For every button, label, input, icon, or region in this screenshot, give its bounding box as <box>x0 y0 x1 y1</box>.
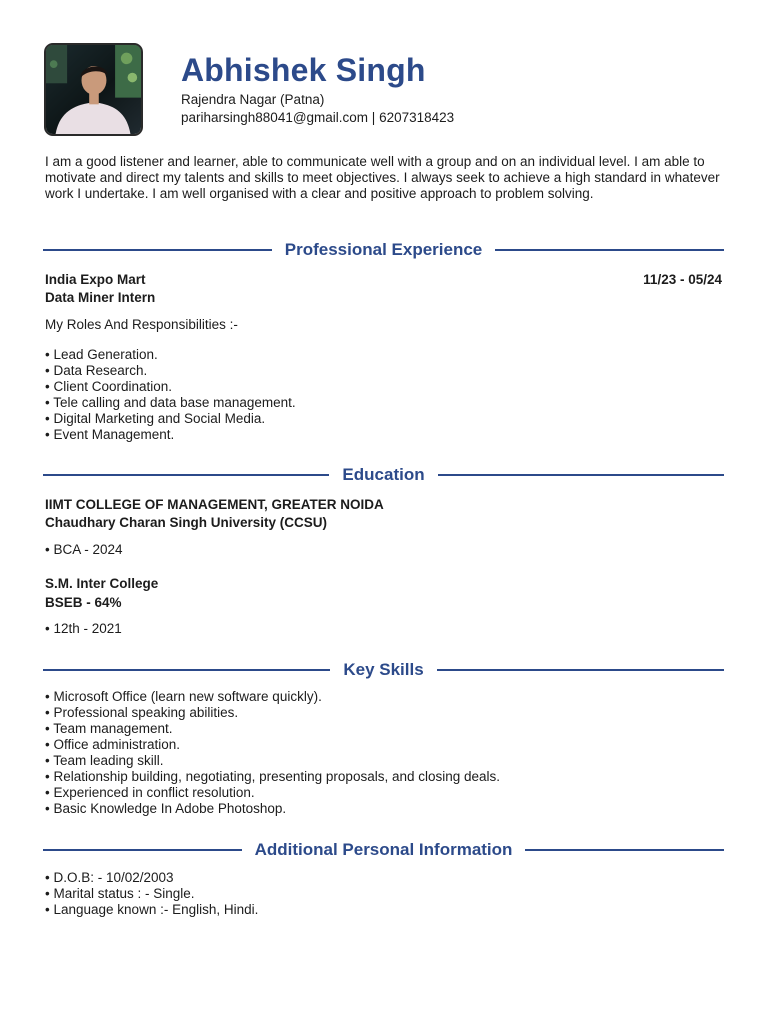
section-title: Key Skills <box>343 660 424 679</box>
list-item: • Event Management. <box>45 427 296 443</box>
education-detail-list <box>45 542 123 558</box>
divider <box>438 474 724 476</box>
divider <box>43 249 272 251</box>
divider <box>437 669 724 671</box>
divider <box>525 849 724 851</box>
list-item: • Professional speaking abilities. <box>45 705 500 721</box>
email-phone: pariharsingh88041@gmail.com | 6207318423 <box>181 110 455 125</box>
candidate-name: Abhishek Singh <box>181 52 426 88</box>
divider <box>43 474 329 476</box>
list-item: • Experienced in conflict resolution. <box>45 785 500 801</box>
divider <box>43 669 330 671</box>
address: Rajendra Nagar (Patna) <box>181 92 325 107</box>
list-item: • Client Coordination. <box>45 379 296 395</box>
list-item: • Microsoft Office (learn new software quickly). <box>45 689 500 705</box>
section-heading-education <box>43 465 724 485</box>
section-title: Professional Experience <box>284 240 483 259</box>
list-item: • Tele calling and data base management. <box>45 395 296 411</box>
skills-list <box>45 689 500 817</box>
job-title: Data Miner Intern <box>45 290 156 305</box>
profile-photo <box>44 43 143 136</box>
divider <box>495 249 724 251</box>
section-heading-skills <box>43 660 724 680</box>
list-item: • Language known :- English, Hindi. <box>45 902 258 918</box>
employment-dates: 11/23 - 05/24 <box>643 272 722 287</box>
profile-summary: I am a good listener and learner, able to communicate well with a group and on an individual level. I am able to motivate and direct my talents and skills to meet objectives. I always seek to achieve a high standard in whatever work I undertake. I am well organised with a clear and positive approach to problem solving. <box>45 154 720 201</box>
responsibilities-list <box>45 347 296 443</box>
list-item: • Data Research. <box>45 363 296 379</box>
list-item: • Digital Marketing and Social Media. <box>45 411 296 427</box>
list-item: • Team leading skill. <box>45 753 500 769</box>
education-detail-list <box>45 621 122 637</box>
personal-info-list <box>45 870 258 918</box>
list-item: • Basic Knowledge In Adobe Photoshop. <box>45 801 500 817</box>
university-name: Chaudhary Charan Singh University (CCSU) <box>45 515 328 530</box>
board-score: BSEB - 64% <box>45 595 122 610</box>
list-item: • Marital status : - Single. <box>45 886 258 902</box>
company-name: India Expo Mart <box>45 272 146 287</box>
list-item: • Lead Generation. <box>45 347 296 363</box>
institution-name: IIMT COLLEGE OF MANAGEMENT, GREATER NOIDA <box>45 497 384 512</box>
list-item: • Office administration. <box>45 737 500 753</box>
list-item: • Relationship building, negotiating, presenting proposals, and closing deals. <box>45 769 500 785</box>
institution-name: S.M. Inter College <box>45 576 159 591</box>
section-title: Additional Personal Information <box>254 840 513 859</box>
section-heading-personal <box>43 840 724 860</box>
section-heading-experience <box>43 240 724 260</box>
roles-label: My Roles And Responsibilities :- <box>45 317 238 332</box>
list-item: • 12th - 2021 <box>45 621 122 637</box>
list-item: • Team management. <box>45 721 500 737</box>
section-title: Education <box>342 465 425 484</box>
list-item: • D.O.B: - 10/02/2003 <box>45 870 258 886</box>
list-item: • BCA - 2024 <box>45 542 123 558</box>
divider <box>43 849 242 851</box>
